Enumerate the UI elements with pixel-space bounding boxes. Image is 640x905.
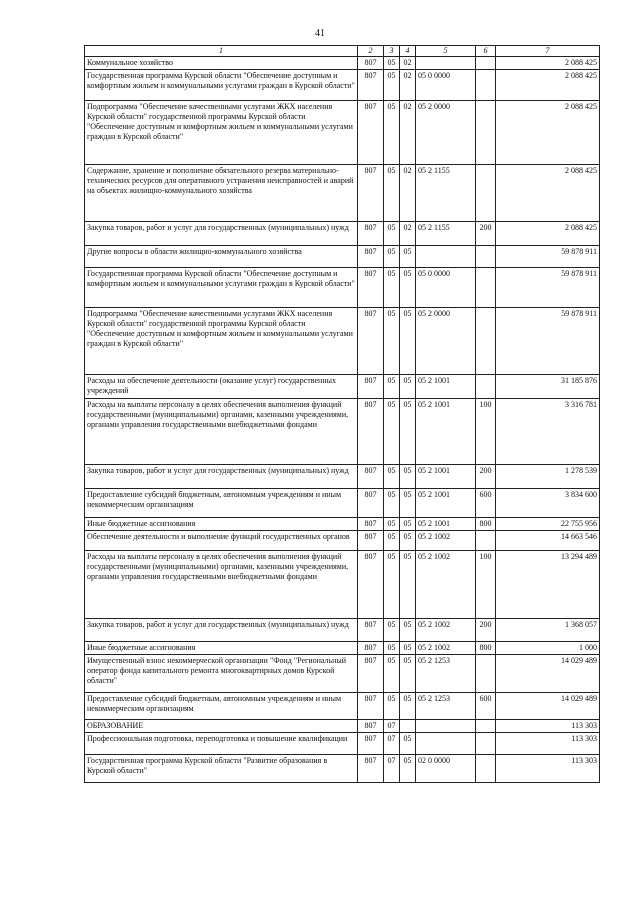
expense-type-cell: 200 xyxy=(476,619,496,642)
table-row xyxy=(85,222,600,246)
row-name-cell: Предоставление субсидий бюджетным, автономным учреждениям и иным некоммерческим организациям xyxy=(85,693,358,720)
amount-cell: 59 878 911 xyxy=(496,246,600,268)
target-article-cell: 05 2 1001 xyxy=(416,375,476,399)
amount-cell: 3 834 600 xyxy=(496,489,600,518)
grbs-code-cell: 807 xyxy=(358,165,384,222)
expense-type-cell: 600 xyxy=(476,693,496,720)
expense-type-cell: 200 xyxy=(476,465,496,489)
grbs-code-cell: 807 xyxy=(358,399,384,465)
target-article-cell: 05 2 1155 xyxy=(416,165,476,222)
section-code-cell: 05 xyxy=(384,551,400,619)
subsection-code-cell: 05 xyxy=(400,268,416,308)
subsection-code-cell: 02 xyxy=(400,57,416,70)
target-article-cell: 02 0 0000 xyxy=(416,755,476,783)
subsection-code-cell: 02 xyxy=(400,165,416,222)
target-article-cell: 05 0 0000 xyxy=(416,70,476,101)
grbs-code-cell: 807 xyxy=(358,465,384,489)
section-code-cell: 05 xyxy=(384,101,400,165)
grbs-code-cell: 807 xyxy=(358,551,384,619)
amount-cell: 14 029 489 xyxy=(496,693,600,720)
grbs-code-cell: 807 xyxy=(358,720,384,733)
table-row xyxy=(85,165,600,222)
amount-cell: 113 303 xyxy=(496,733,600,755)
target-article-cell xyxy=(416,57,476,70)
expense-type-cell: 600 xyxy=(476,489,496,518)
grbs-code-cell: 807 xyxy=(358,531,384,551)
budget-table xyxy=(84,45,600,783)
row-name-cell: Обеспечение деятельности и выполнение функций государственных органов xyxy=(85,531,358,551)
expense-type-cell xyxy=(476,655,496,693)
section-code-cell: 07 xyxy=(384,755,400,783)
table-row xyxy=(85,375,600,399)
row-name-cell: Подпрограмма "Обеспечение качественными услугами ЖКХ населения Курской области" государственной программы Курской области "Обеспечение доступным и комфортным жильем и коммунальными услугами граждан в Курской области" xyxy=(85,101,358,165)
amount-cell: 1 000 xyxy=(496,642,600,655)
expense-type-cell xyxy=(476,308,496,375)
amount-cell: 3 316 781 xyxy=(496,399,600,465)
section-code-cell: 07 xyxy=(384,733,400,755)
grbs-code-cell: 807 xyxy=(358,246,384,268)
section-code-cell: 05 xyxy=(384,222,400,246)
subsection-code-cell: 05 xyxy=(400,518,416,531)
header-cell: 5 xyxy=(416,46,476,57)
grbs-code-cell: 807 xyxy=(358,375,384,399)
row-name-cell: Другие вопросы в области жилищно-коммунального хозяйства xyxy=(85,246,358,268)
subsection-code-cell: 05 xyxy=(400,693,416,720)
subsection-code-cell: 02 xyxy=(400,70,416,101)
expense-type-cell xyxy=(476,755,496,783)
expense-type-cell xyxy=(476,531,496,551)
subsection-code-cell: 02 xyxy=(400,101,416,165)
target-article-cell: 05 2 1001 xyxy=(416,399,476,465)
expense-type-cell: 100 xyxy=(476,399,496,465)
target-article-cell: 05 2 1001 xyxy=(416,518,476,531)
table-row xyxy=(85,399,600,465)
amount-cell: 14 029 489 xyxy=(496,655,600,693)
subsection-code-cell: 05 xyxy=(400,655,416,693)
grbs-code-cell: 807 xyxy=(358,222,384,246)
expense-type-cell xyxy=(476,246,496,268)
row-name-cell: Государственная программа Курской области "Обеспечение доступным и комфортным жильем и коммунальными услугами граждан в Курской области" xyxy=(85,268,358,308)
section-code-cell: 05 xyxy=(384,308,400,375)
expense-type-cell: 200 xyxy=(476,222,496,246)
target-article-cell: 05 2 1002 xyxy=(416,642,476,655)
amount-cell: 2 088 425 xyxy=(496,57,600,70)
header-cell: 3 xyxy=(384,46,400,57)
section-code-cell: 05 xyxy=(384,399,400,465)
amount-cell: 2 088 425 xyxy=(496,165,600,222)
expense-type-cell: 100 xyxy=(476,551,496,619)
target-article-cell: 05 2 0000 xyxy=(416,101,476,165)
table-row xyxy=(85,57,600,70)
row-name-cell: Закупка товаров, работ и услуг для государственных (муниципальных) нужд xyxy=(85,619,358,642)
target-article-cell: 05 2 1001 xyxy=(416,465,476,489)
amount-cell: 2 088 425 xyxy=(496,70,600,101)
grbs-code-cell: 807 xyxy=(358,489,384,518)
table-row xyxy=(85,246,600,268)
section-code-cell: 05 xyxy=(384,57,400,70)
section-code-cell: 05 xyxy=(384,375,400,399)
table-row xyxy=(85,489,600,518)
grbs-code-cell: 807 xyxy=(358,619,384,642)
table-row xyxy=(85,693,600,720)
amount-cell: 1 368 057 xyxy=(496,619,600,642)
header-cell: 6 xyxy=(476,46,496,57)
amount-cell: 113 303 xyxy=(496,755,600,783)
amount-cell: 2 088 425 xyxy=(496,101,600,165)
expense-type-cell: 800 xyxy=(476,518,496,531)
subsection-code-cell: 05 xyxy=(400,399,416,465)
section-code-cell: 05 xyxy=(384,165,400,222)
target-article-cell: 05 2 1253 xyxy=(416,693,476,720)
header-row xyxy=(85,46,600,57)
subsection-code-cell: 05 xyxy=(400,246,416,268)
amount-cell: 113 303 xyxy=(496,720,600,733)
target-article-cell: 05 2 1001 xyxy=(416,489,476,518)
row-name-cell: Иные бюджетные ассигнования xyxy=(85,518,358,531)
subsection-code-cell: 05 xyxy=(400,308,416,375)
amount-cell: 1 278 539 xyxy=(496,465,600,489)
expense-type-cell xyxy=(476,57,496,70)
target-article-cell xyxy=(416,733,476,755)
header-cell: 7 xyxy=(496,46,600,57)
subsection-code-cell: 05 xyxy=(400,619,416,642)
grbs-code-cell: 807 xyxy=(358,755,384,783)
table-row xyxy=(85,551,600,619)
table-row xyxy=(85,268,600,308)
expense-type-cell xyxy=(476,101,496,165)
section-code-cell: 05 xyxy=(384,246,400,268)
row-name-cell: Расходы на обеспечение деятельности (оказание услуг) государственных учреждений xyxy=(85,375,358,399)
section-code-cell: 05 xyxy=(384,655,400,693)
section-code-cell: 05 xyxy=(384,518,400,531)
amount-cell: 59 878 911 xyxy=(496,268,600,308)
expense-type-cell xyxy=(476,733,496,755)
row-name-cell: Иные бюджетные ассигнования xyxy=(85,642,358,655)
table-row xyxy=(85,518,600,531)
table-row xyxy=(85,308,600,375)
row-name-cell: Расходы на выплаты персоналу в целях обеспечения выполнения функций государственными (муниципальными) органами, казенными учреждениями, органами управления государственными внебюджетными фондами xyxy=(85,551,358,619)
target-article-cell: 05 2 1002 xyxy=(416,531,476,551)
section-code-cell: 05 xyxy=(384,268,400,308)
amount-cell: 13 294 489 xyxy=(496,551,600,619)
section-code-cell: 05 xyxy=(384,70,400,101)
row-name-cell: Подпрограмма "Обеспечение качественными услугами ЖКХ населения Курской области" государственной программы Курской области "Обеспечение доступным и комфортным жильем и коммунальными услугами граждан в Курской области" xyxy=(85,308,358,375)
subsection-code-cell: 05 xyxy=(400,755,416,783)
table-row xyxy=(85,720,600,733)
target-article-cell xyxy=(416,246,476,268)
grbs-code-cell: 807 xyxy=(358,70,384,101)
row-name-cell: ОБРАЗОВАНИЕ xyxy=(85,720,358,733)
row-name-cell: Расходы на выплаты персоналу в целях обеспечения выполнения функций государственными (муниципальными) органами, казенными учреждениями, органами управления государственными внебюджетными фондами xyxy=(85,399,358,465)
expense-type-cell xyxy=(476,70,496,101)
row-name-cell: Имущественный взнос некоммерческой организации "Фонд "Региональный оператор фонда капитального ремонта многоквартирных домов Курской области" xyxy=(85,655,358,693)
row-name-cell: Государственная программа Курской области "Обеспечение доступным и комфортным жильем и коммунальными услугами граждан в Курской области" xyxy=(85,70,358,101)
expense-type-cell: 800 xyxy=(476,642,496,655)
subsection-code-cell: 05 xyxy=(400,489,416,518)
expense-type-cell xyxy=(476,720,496,733)
header-cell: 4 xyxy=(400,46,416,57)
section-code-cell: 05 xyxy=(384,465,400,489)
row-name-cell: Содержание, хранение и пополнение обязательного резерва материально-технических ресурсов для оперативного устранения неисправностей и аварий на объектах жилищно-коммунального хозяйства xyxy=(85,165,358,222)
subsection-code-cell: 05 xyxy=(400,465,416,489)
table-row xyxy=(85,655,600,693)
amount-cell: 31 185 876 xyxy=(496,375,600,399)
target-article-cell: 05 0 0000 xyxy=(416,268,476,308)
subsection-code-cell: 02 xyxy=(400,222,416,246)
section-code-cell: 05 xyxy=(384,489,400,518)
table-row xyxy=(85,101,600,165)
section-code-cell: 07 xyxy=(384,720,400,733)
table-row xyxy=(85,755,600,783)
section-code-cell: 05 xyxy=(384,693,400,720)
expense-type-cell xyxy=(476,375,496,399)
row-name-cell: Предоставление субсидий бюджетным, автономным учреждениям и иным некоммерческим организациям xyxy=(85,489,358,518)
subsection-code-cell: 05 xyxy=(400,642,416,655)
table-row xyxy=(85,70,600,101)
table-row xyxy=(85,531,600,551)
grbs-code-cell: 807 xyxy=(358,268,384,308)
table-row xyxy=(85,733,600,755)
row-name-cell: Коммунальное хозяйство xyxy=(85,57,358,70)
amount-cell: 22 755 956 xyxy=(496,518,600,531)
grbs-code-cell: 807 xyxy=(358,655,384,693)
row-name-cell: Профессиональная подготовка, переподготовка и повышение квалификации xyxy=(85,733,358,755)
grbs-code-cell: 807 xyxy=(358,693,384,720)
grbs-code-cell: 807 xyxy=(358,308,384,375)
target-article-cell: 05 2 0000 xyxy=(416,308,476,375)
target-article-cell: 05 2 1002 xyxy=(416,551,476,619)
section-code-cell: 05 xyxy=(384,619,400,642)
row-name-cell: Закупка товаров, работ и услуг для государственных (муниципальных) нужд xyxy=(85,465,358,489)
table-row xyxy=(85,465,600,489)
subsection-code-cell: 05 xyxy=(400,733,416,755)
target-article-cell: 05 2 1253 xyxy=(416,655,476,693)
target-article-cell: 05 2 1002 xyxy=(416,619,476,642)
target-article-cell: 05 2 1155 xyxy=(416,222,476,246)
subsection-code-cell xyxy=(400,720,416,733)
section-code-cell: 05 xyxy=(384,531,400,551)
section-code-cell: 05 xyxy=(384,642,400,655)
expense-type-cell xyxy=(476,268,496,308)
row-name-cell: Закупка товаров, работ и услуг для государственных (муниципальных) нужд xyxy=(85,222,358,246)
amount-cell: 14 663 546 xyxy=(496,531,600,551)
header-cell: 1 xyxy=(85,46,358,57)
amount-cell: 59 878 911 xyxy=(496,308,600,375)
grbs-code-cell: 807 xyxy=(358,518,384,531)
row-name-cell: Государственная программа Курской области "Развитие образования в Курской области" xyxy=(85,755,358,783)
subsection-code-cell: 05 xyxy=(400,531,416,551)
page-number: 41 xyxy=(315,28,325,39)
header-cell: 2 xyxy=(358,46,384,57)
expense-type-cell xyxy=(476,165,496,222)
grbs-code-cell: 807 xyxy=(358,733,384,755)
grbs-code-cell: 807 xyxy=(358,101,384,165)
amount-cell: 2 088 425 xyxy=(496,222,600,246)
table-row xyxy=(85,619,600,642)
subsection-code-cell: 05 xyxy=(400,551,416,619)
table-row xyxy=(85,642,600,655)
grbs-code-cell: 807 xyxy=(358,57,384,70)
target-article-cell xyxy=(416,720,476,733)
grbs-code-cell: 807 xyxy=(358,642,384,655)
subsection-code-cell: 05 xyxy=(400,375,416,399)
